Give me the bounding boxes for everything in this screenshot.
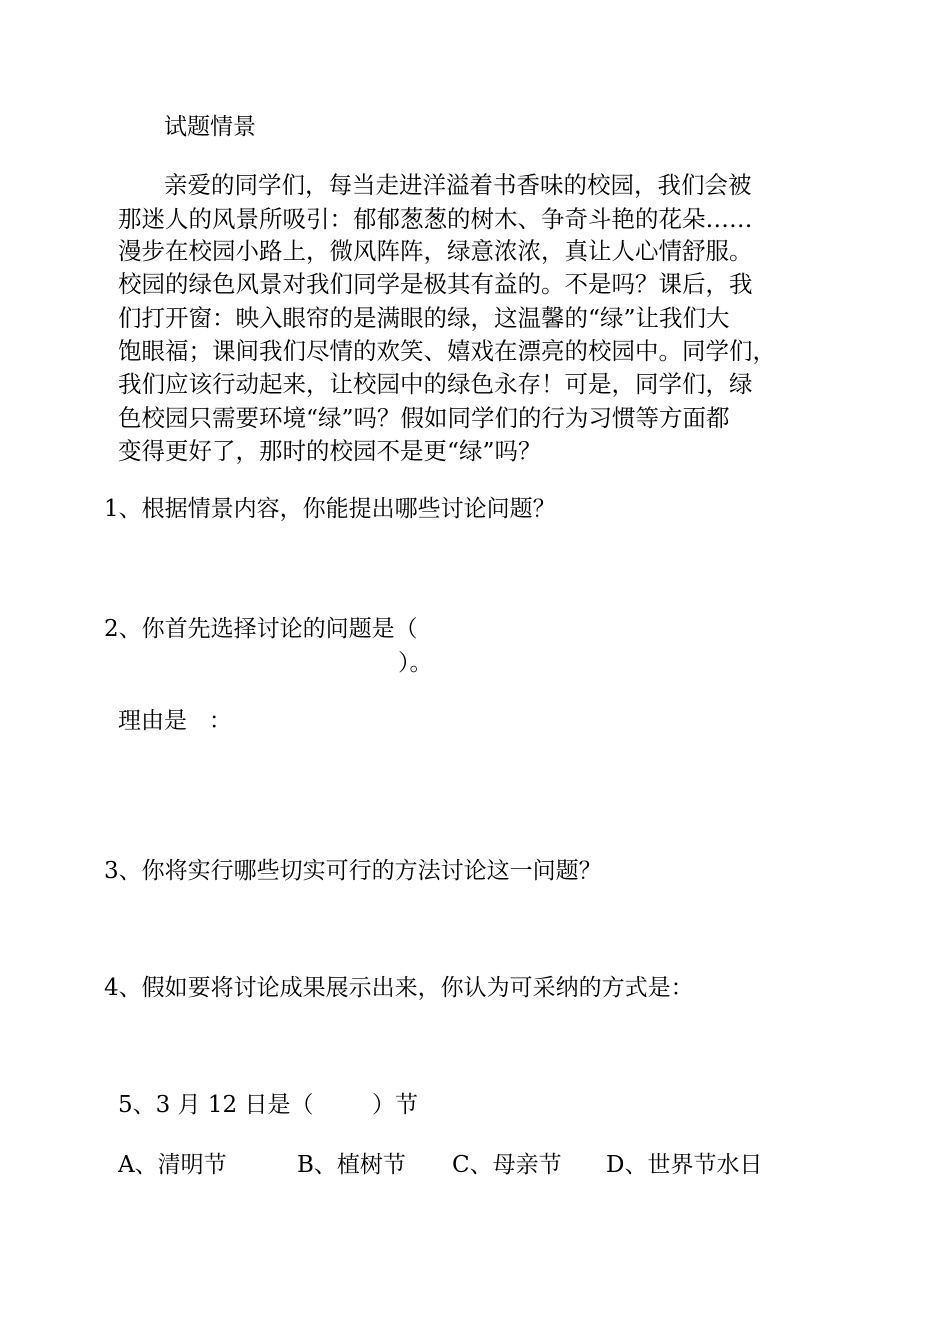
passage-line: 我们应该行动起来，让校园中的绿色永存！可是，同学们，绿 <box>118 370 753 398</box>
option-b: B、植树节 <box>297 1152 406 1178</box>
question-5: 5、3 月 12 日是（ ）节 <box>118 1092 418 1118</box>
question-2: 2、你首先选择讨论的问题是（ <box>104 616 418 642</box>
option-c: C、母亲节 <box>452 1152 562 1178</box>
question-3: 3、你将实行哪些切实可行的方法讨论这一问题？ <box>104 858 602 884</box>
passage-line: 那迷人的风景所吸引：郁郁葱葱的树木、争奇斗艳的花朵…… <box>118 205 753 233</box>
passage-line: 色校园只需要环境“绿”吗？假如同学们的行为习惯等方面都 <box>118 404 730 432</box>
passage-line: 饱眼福；课间我们尽情的欢笑、嬉戏在漂亮的校园中。同学们， <box>118 337 776 365</box>
passage-line: 们打开窗：映入眼帘的是满眼的绿，这温馨的“绿”让我们大 <box>118 304 730 332</box>
passage-line: 变得更好了，那时的校园不是更“绿”吗？ <box>118 437 542 465</box>
passage-line: 校园的绿色风景对我们同学是极其有益的。不是吗？课后，我 <box>118 270 753 298</box>
question-1: 1、根据情景内容，你能提出哪些讨论问题？ <box>104 496 556 522</box>
option-d: D、世界节水日 <box>606 1152 763 1178</box>
option-a: A、清明节 <box>118 1152 227 1178</box>
passage-line: 漫步在校园小路上，微风阵阵，绿意浓浓，真让人心情舒服。 <box>118 237 753 265</box>
question-2-close: ）。 <box>398 650 433 676</box>
section-title: 试题情景 <box>164 114 256 140</box>
question-4: 4、假如要将讨论成果展示出来，你认为可采纳的方式是： <box>104 975 694 1001</box>
passage-line: 亲爱的同学们，每当走进洋溢着书香味的校园，我们会被 <box>164 171 752 199</box>
question-2-reason: 理由是 ： <box>118 708 232 734</box>
